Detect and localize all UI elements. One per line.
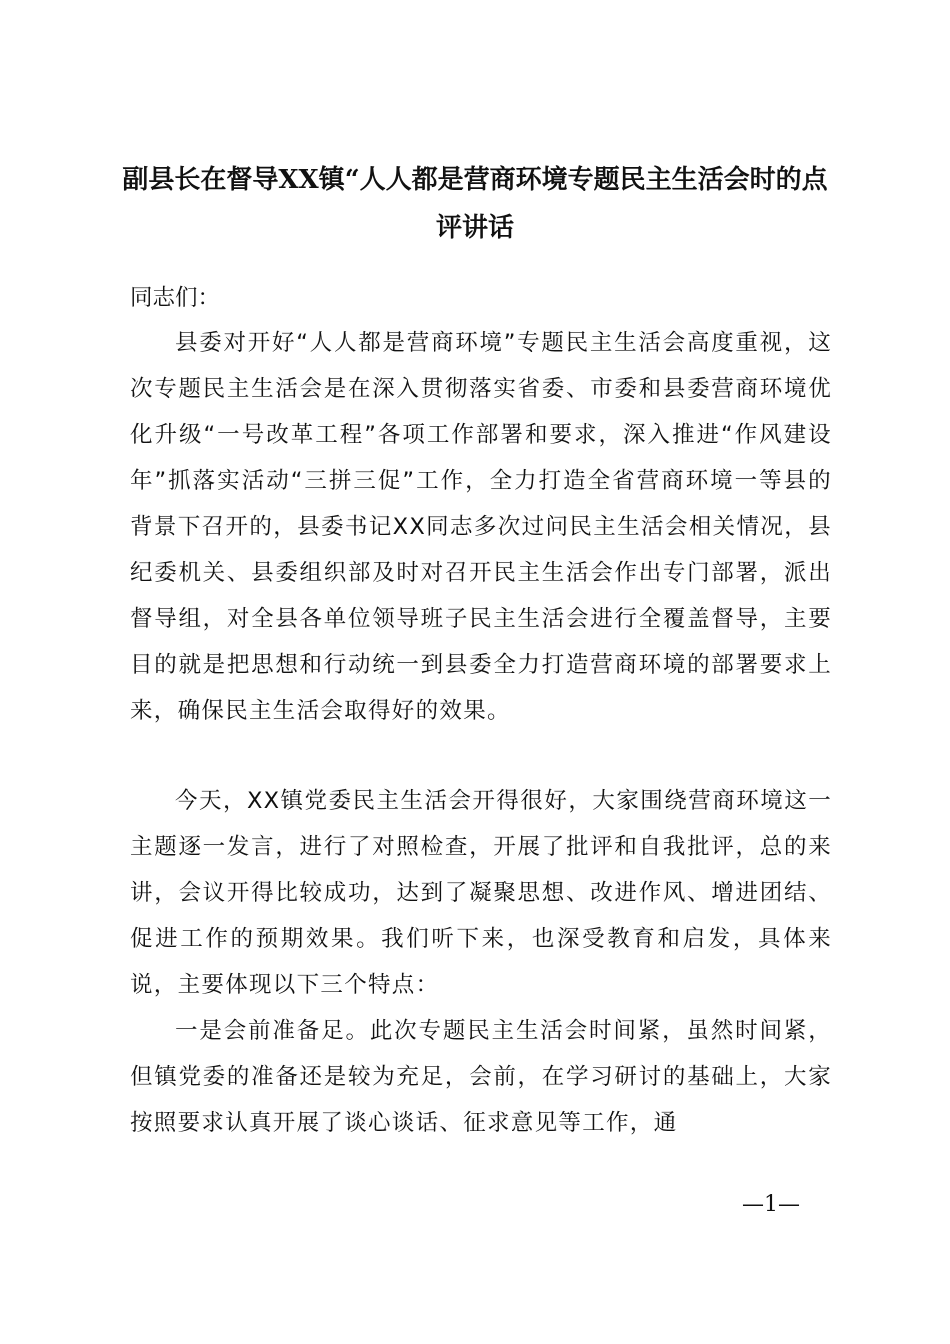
salutation: 同志们： <box>130 285 221 311</box>
document-title: 副县长在督导XX镇“人人都是营商环境专题民主生活会时的点评讲话 <box>122 165 828 243</box>
body-paragraph-2: 今天，XX镇党委民主生活会开得很好，大家围绕营商环境这一主题逐一发言，进行了对照检查，开展了批评和自我批评，总的来讲，会议开得比较成功，达到了凝聚思想、改进作风、增进团结、促进工作的预期效果。我们听下来，也深受教育和启发，具体来说，主要体现以下三个特点： <box>130 788 832 998</box>
page-number: —1— <box>742 1192 800 1217</box>
body-paragraph-3: 一是会前准备足。此次专题民主生活会时间紧，虽然时间紧，但镇党委的准备还是较为充足，会前，在学习研讨的基础上，大家按照要求认真开展了谈心谈话、征求意见等工作，通 <box>130 1018 832 1136</box>
body-paragraph-1: 县委对开好“人人都是营商环境”专题民主生活会高度重视，这次专题民主生活会是在深入贯彻落实省委、市委和县委营商环境优化升级“一号改革工程”各项工作部署和要求，深入推进“作风建设年”抓落实活动“三拼三促”工作，全力打造全省营商环境一等县的背景下召开的，县委书记XX同志多次过问民主生活会相关情况，县纪委机关、县委组织部及时对召开民主生活会作出专门部署，派出督导组，对全县各单位领导班子民主生活会进行全覆盖督导，主要目的就是把思想和行动统一到县委全力打造营商环境的部署要求上来，确保民主生活会取得好的效果。 <box>130 330 832 724</box>
